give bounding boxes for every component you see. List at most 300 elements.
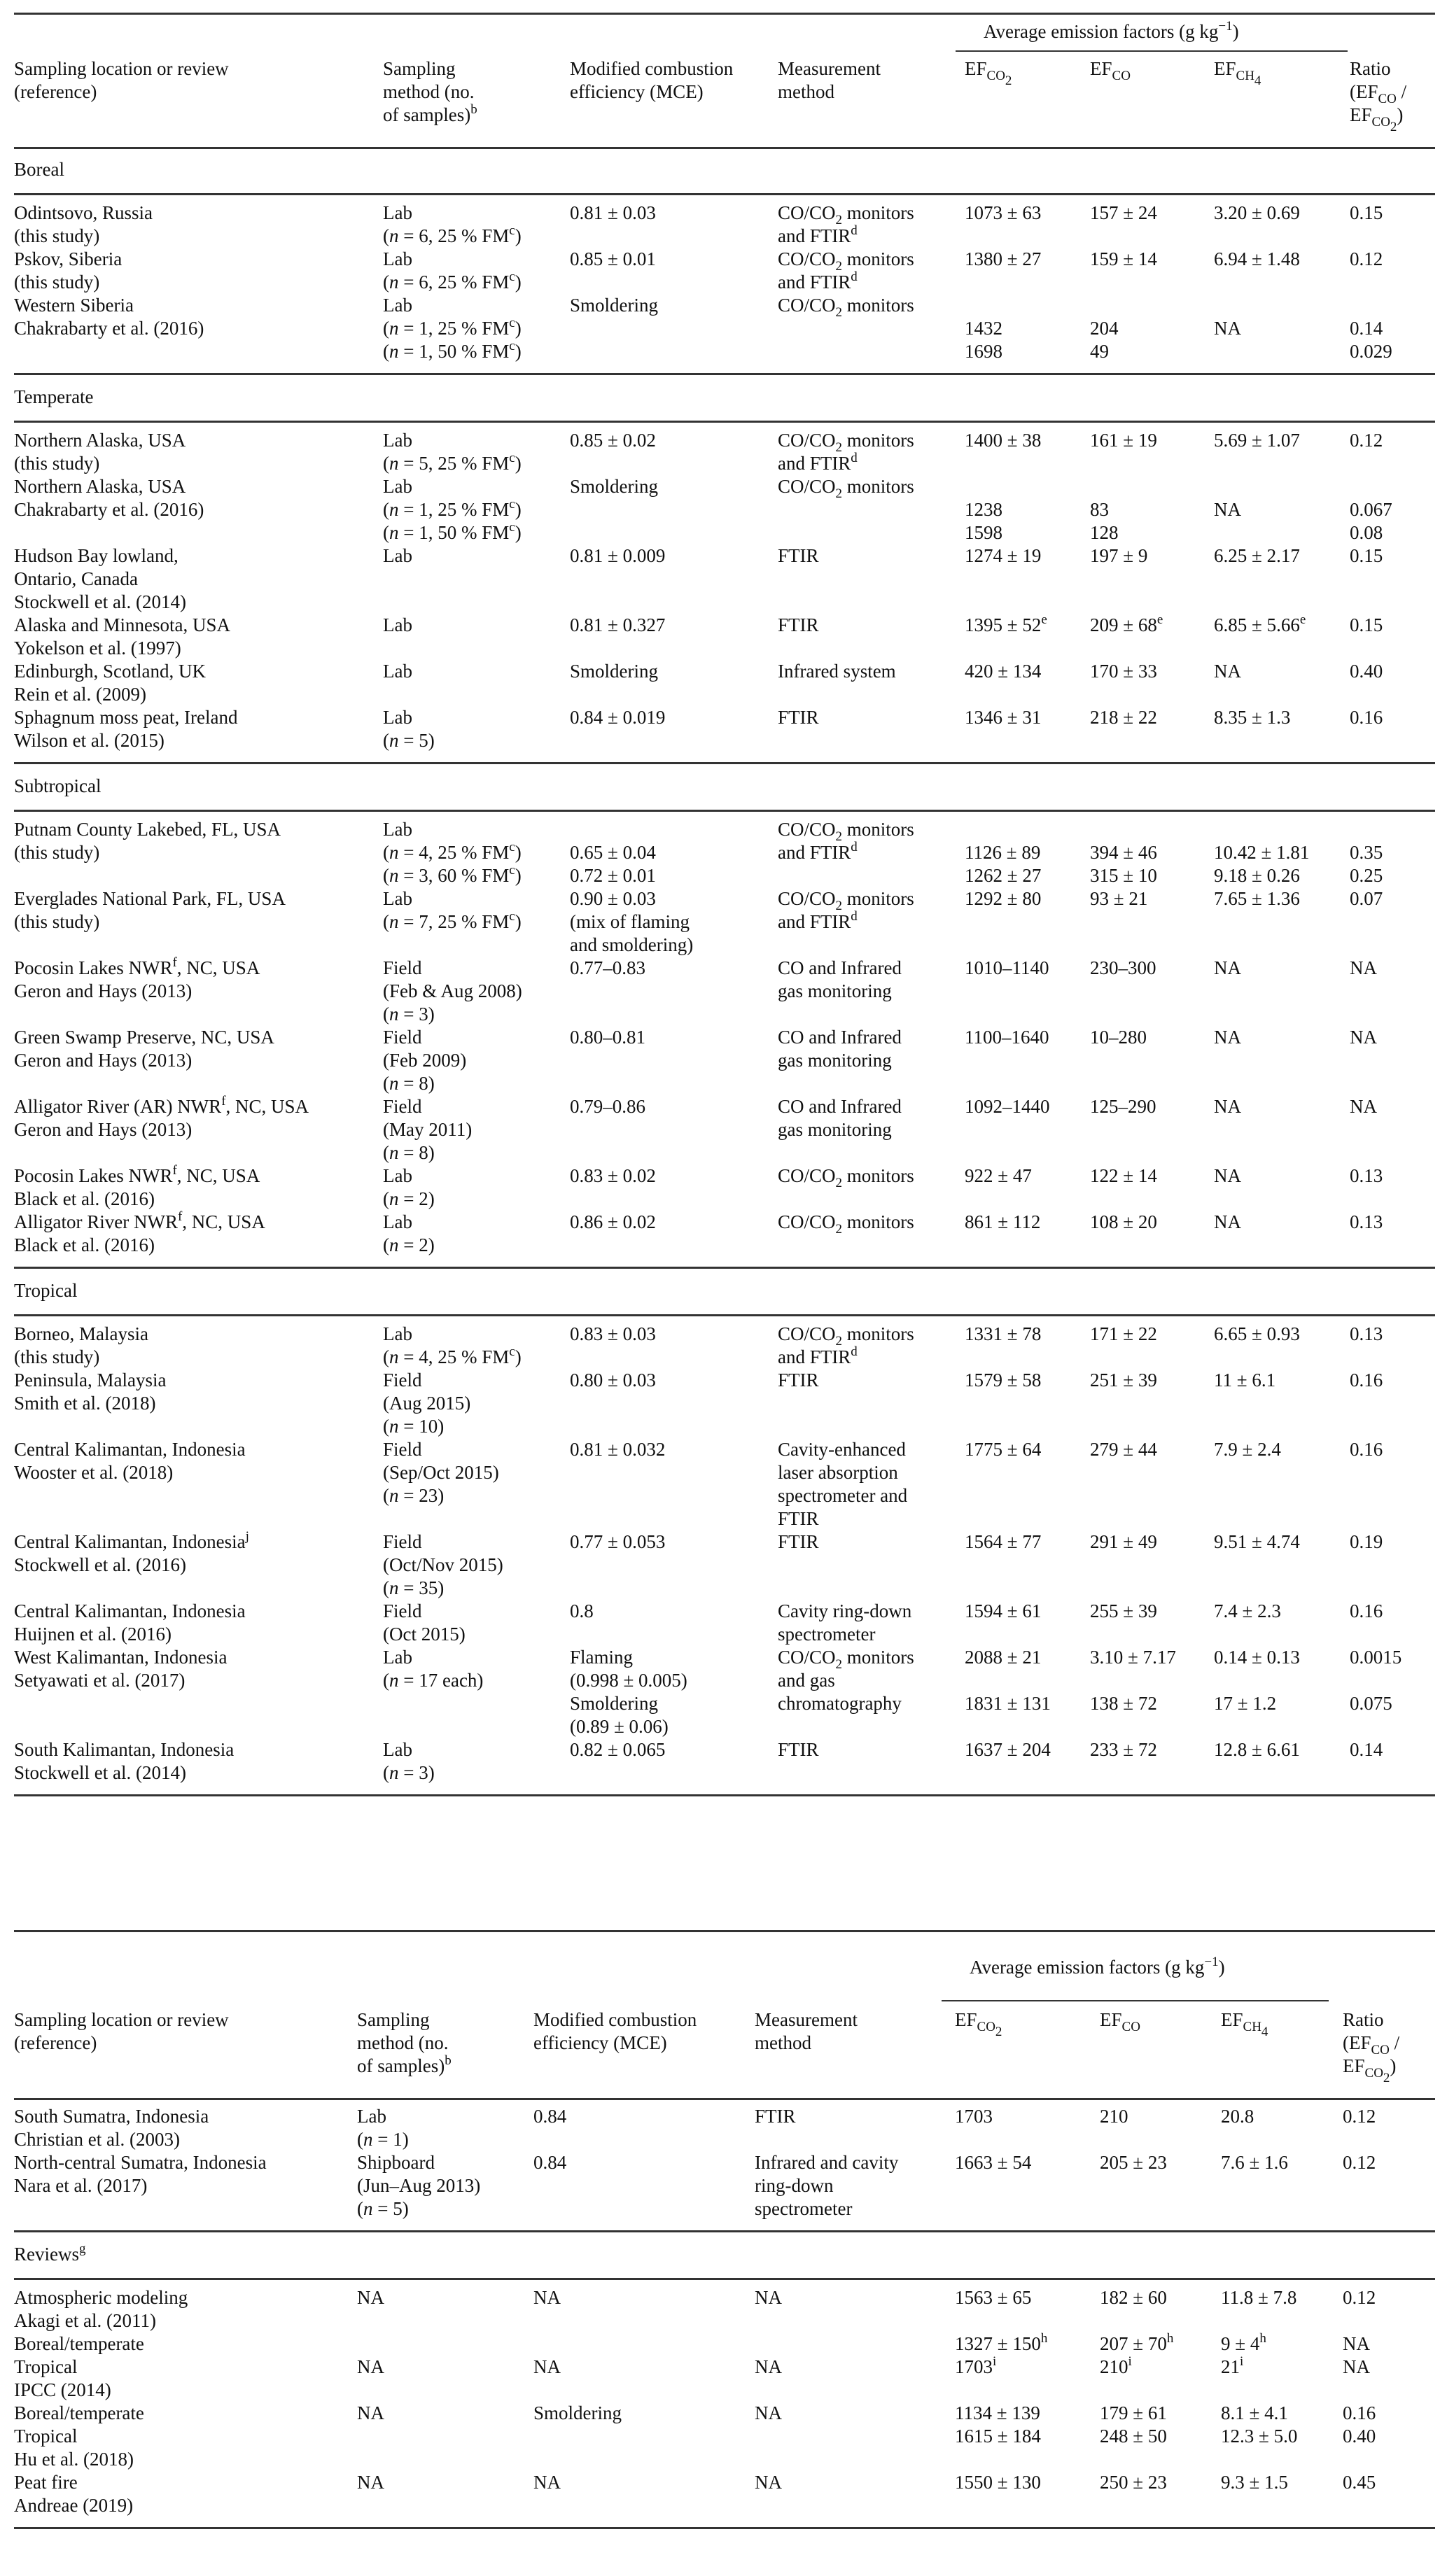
cell-line: Lab: [383, 707, 412, 728]
cell-ef-ch4: [1214, 1438, 1281, 1461]
cell-line: $CO/CO_2$ monitors: [778, 819, 914, 844]
cell-location: [14, 1530, 249, 1577]
column-header-ef-co: [1100, 2008, 1140, 2032]
cell-ef-co: [1090, 202, 1157, 225]
cell-location: [14, 2425, 134, 2471]
table-row: [14, 2151, 1435, 2220]
cell-line: 0.16: [1350, 707, 1383, 728]
cell-line: 0.40: [1350, 661, 1383, 682]
cell-ef-ch4: [1214, 294, 1241, 340]
cell-line: 922 ± 47: [965, 1165, 1032, 1186]
cell-line: NA: [1214, 957, 1241, 978]
cell-line: 1100–1640: [965, 1027, 1049, 1048]
cell-measurement-method: [778, 294, 914, 320]
cell-ef-co: [1090, 1646, 1176, 1715]
cell-line: and FTIR$^d$: [778, 223, 858, 246]
cell-line: (n = 10): [383, 1416, 445, 1437]
cell-location: [14, 2402, 144, 2425]
cell-line: 291 ± 49: [1090, 1531, 1157, 1552]
cell-ef-ch4: [1214, 1026, 1241, 1049]
table-row: [14, 2332, 1435, 2356]
cell-ef-co2: [965, 957, 1049, 980]
cell-ef-co2: [955, 2402, 1040, 2425]
cell-line: Field: [383, 1370, 422, 1391]
cell-line: 6.65 ± 0.93: [1214, 1323, 1300, 1344]
table-row: [14, 957, 1435, 1026]
cell-line: laser absorption: [778, 1462, 898, 1483]
cell-line: NA: [755, 2472, 782, 2493]
cell-mce: [570, 1600, 594, 1623]
cell-line: Peat fire: [14, 2472, 78, 2493]
cell-line: (n = 8): [383, 1073, 435, 1094]
cell-line: NA: [1350, 1096, 1377, 1117]
cell-line: 0.86 ± 0.02: [570, 1211, 656, 1232]
cell-line: Black et al. (2016): [14, 1234, 155, 1255]
table-row: [14, 1211, 1435, 1257]
cell-ef-co2: [965, 1323, 1041, 1346]
cell-line: 20.8: [1221, 2106, 1254, 2127]
cell-line: (n = 6, 25 % $FM^c$): [383, 269, 522, 293]
column-header-line: Sampling location or review: [14, 2009, 229, 2030]
cell-location: [14, 1438, 246, 1484]
cell-line: 861 ± 112: [965, 1211, 1041, 1232]
cell-line: 9.3 ± 1.5: [1221, 2472, 1288, 2493]
cell-line: NA: [1350, 1027, 1377, 1048]
cell-location: [14, 706, 237, 752]
cell-mce: [570, 1438, 665, 1461]
cell-location: [14, 1026, 274, 1072]
cell-line: 1432: [965, 318, 1002, 339]
cell-line: $CO/CO_2$ monitors: [778, 295, 914, 320]
cell-line: Alligator River NWR$^f$, NC, USA: [14, 1209, 265, 1232]
cell-line: NA: [1214, 1165, 1241, 1186]
cell-line: Yokelson et al. (1997): [14, 638, 181, 659]
cell-line: Cavity-enhanced: [778, 1439, 906, 1460]
cell-line: 0.12: [1343, 2287, 1376, 2308]
cell-line: Smoldering: [570, 295, 658, 316]
cell-mce: [570, 1164, 656, 1188]
cell-line: $CO/CO_2$ monitors: [778, 1647, 914, 1672]
cell-line: [570, 818, 656, 841]
cell-line: 1703$^i$: [955, 2354, 997, 2377]
column-header-line: Sampling location or review: [14, 58, 229, 79]
cell-line: 0.81 ± 0.327: [570, 614, 666, 635]
cell-sampling-method: [383, 248, 522, 294]
cell-line: (n = 2): [383, 1234, 435, 1255]
table-row: [14, 2425, 1435, 2471]
section-rule: [14, 762, 1435, 764]
column-header-line: ($EF_{CO}$ /: [1350, 81, 1407, 106]
cell-location: [14, 660, 206, 706]
cell-line: (this study): [14, 1346, 100, 1367]
cell-line: 0.25: [1350, 865, 1383, 886]
cell-line: Nara et al. (2017): [14, 2175, 148, 2196]
table-row: [14, 1164, 1435, 1211]
cell-line: spectrometer: [755, 2198, 853, 2219]
cell-line: 179 ± 61: [1100, 2402, 1167, 2423]
cell-mce: [570, 1369, 656, 1392]
cell-ef-ch4: [1214, 614, 1306, 637]
cell-line: 1274 ± 19: [965, 545, 1042, 566]
cell-ef-co2: [965, 706, 1041, 729]
cell-sampling-method: [357, 2286, 384, 2309]
cell-mce: [570, 248, 656, 271]
cell-ratio: [1350, 1026, 1377, 1049]
cell-line: FTIR: [778, 707, 819, 728]
cell-ef-co: [1090, 1026, 1147, 1049]
cell-line: 122 ± 14: [1090, 1165, 1157, 1186]
cell-measurement-method: [778, 248, 914, 294]
cell-measurement-method: [778, 202, 914, 248]
cell-sampling-method: [383, 1026, 466, 1095]
cell-ef-co: [1090, 1211, 1157, 1234]
column-header-line: $EF_{CO_2}$): [1343, 2055, 1397, 2085]
cell-ef-ch4: [1221, 2151, 1288, 2174]
cell-line: 0.85 ± 0.01: [570, 248, 656, 269]
table-row: [14, 544, 1435, 614]
cell-ratio: [1350, 818, 1383, 887]
cell-ef-co2: [965, 1646, 1051, 1715]
cell-line: 0.07: [1350, 888, 1383, 909]
cell-line: [965, 294, 1002, 317]
cell-line: 0.029: [1350, 341, 1392, 362]
cell-line: (this study): [14, 453, 100, 474]
cell-line: 3.10 ± 7.17: [1090, 1647, 1176, 1668]
cell-ef-co: [1090, 1530, 1157, 1554]
cell-line: Putnam County Lakebed, FL, USA: [14, 819, 281, 840]
cell-ratio: [1350, 957, 1377, 980]
cell-ef-co: [1100, 2105, 1128, 2128]
cell-line: FTIR: [778, 1508, 819, 1529]
cell-measurement-method: [755, 2151, 898, 2220]
cell-mce: [570, 202, 656, 225]
cell-sampling-method: [357, 2356, 384, 2379]
cell-location: [14, 1600, 246, 1646]
cell-line: 2088 ± 21: [965, 1647, 1042, 1668]
cell-line: Peninsula, Malaysia: [14, 1370, 167, 1391]
section-rule: [14, 373, 1435, 375]
cell-location: [14, 957, 260, 1003]
cell-line: Pocosin Lakes NWR$^f$, NC, USA: [14, 955, 260, 978]
cell-line: $CO/CO_2$ monitors: [778, 888, 914, 913]
cell-line: [965, 818, 1041, 841]
cell-location: [14, 818, 281, 864]
cell-line: (n = 23): [383, 1485, 445, 1506]
cell-line: (Jun–Aug 2013): [357, 2175, 481, 2196]
column-header-line: $EF_{CH_4}$: [1214, 58, 1261, 88]
cell-sampling-method: [383, 202, 522, 248]
column-header-line: method: [755, 2032, 811, 2053]
cell-line: Lab: [383, 1211, 412, 1232]
cell-ef-co: [1090, 1738, 1157, 1761]
cell-line: 11.8 ± 7.8: [1221, 2287, 1297, 2308]
cell-line: Boreal/temperate: [14, 2402, 144, 2423]
cell-ef-ch4: [1221, 2356, 1243, 2379]
cell-ef-co2: [965, 475, 1002, 544]
table-row: [14, 475, 1435, 544]
cell-ratio: [1350, 1600, 1383, 1623]
cell-line: NA: [357, 2356, 384, 2377]
column-header-line: Modified combustion: [570, 58, 734, 79]
cell-measurement-method: [778, 1438, 907, 1530]
cell-line: [1090, 818, 1157, 841]
table-row: [14, 1026, 1435, 1095]
cell-ef-ch4: [1214, 1095, 1241, 1118]
cell-line: (0.89 ± 0.06): [570, 1716, 669, 1737]
table-row: [14, 1530, 1435, 1600]
cell-line: $CO/CO_2$ monitors: [778, 248, 914, 274]
cell-location: [14, 1646, 228, 1692]
cell-line: 255 ± 39: [1090, 1600, 1157, 1621]
cell-line: Central Kalimantan, Indonesia: [14, 1439, 246, 1460]
column-header-location: [14, 57, 229, 104]
cell-line: 1380 ± 27: [965, 248, 1042, 269]
cell-line: Tropical: [14, 2356, 78, 2377]
cell-line: Stockwell et al. (2014): [14, 1762, 186, 1783]
cell-measurement-method: [778, 429, 914, 475]
table-row: [14, 2356, 1435, 2402]
cell-mce: [533, 2356, 561, 2379]
column-header-ef-co: [1090, 57, 1131, 83]
cell-line: [965, 1669, 1051, 1692]
cell-line: South Sumatra, Indonesia: [14, 2106, 209, 2127]
cell-line: gas monitoring: [778, 1050, 892, 1071]
cell-mce: [570, 887, 693, 957]
cell-mce: [570, 1530, 665, 1554]
cell-line: 0.13: [1350, 1211, 1383, 1232]
cell-location: [14, 1369, 166, 1415]
cell-line: FTIR: [778, 1370, 819, 1391]
cell-line: (May 2011): [383, 1119, 473, 1140]
cell-sampling-method: [383, 294, 522, 363]
header-bottom-rule: [14, 2098, 1435, 2100]
cell-line: NA: [1214, 1211, 1241, 1232]
cell-ef-ch4: [1214, 202, 1300, 225]
cell-line: $CO/CO_2$ monitors: [778, 1323, 914, 1349]
cell-line: Geron and Hays (2013): [14, 1119, 193, 1140]
cell-line: $CO/CO_2$ monitors: [778, 1165, 914, 1190]
cell-measurement-method: [778, 706, 819, 729]
cell-sampling-method: [383, 1369, 470, 1438]
cell-line: 230–300: [1090, 957, 1156, 978]
cell-line: Christian et al. (2003): [14, 2129, 180, 2150]
cell-line: 0.16: [1350, 1600, 1383, 1621]
cell-sampling-method: [383, 818, 522, 887]
cell-sampling-method: [357, 2105, 409, 2151]
cell-line: 7.9 ± 2.4: [1214, 1439, 1281, 1460]
cell-ef-ch4: [1214, 660, 1241, 683]
cell-ratio: [1350, 660, 1383, 683]
section-rule: [14, 1267, 1435, 1269]
cell-line: 0.90 ± 0.03: [570, 888, 656, 909]
cell-ratio: [1350, 294, 1392, 363]
cell-line: spectrometer: [778, 1624, 876, 1645]
cell-line: 0.08: [1350, 522, 1383, 543]
cell-ef-ch4: [1221, 2332, 1266, 2356]
cell-ef-co: [1090, 614, 1163, 637]
cell-location: [14, 1095, 309, 1141]
table-row: [14, 248, 1435, 294]
cell-ef-co: [1100, 2425, 1167, 2448]
cell-line: Hudson Bay lowland,: [14, 545, 179, 566]
cell-line: (Feb & Aug 2008): [383, 980, 522, 1001]
cell-line: West Kalimantan, Indonesia: [14, 1647, 228, 1668]
cell-line: (0.998 ± 0.005): [570, 1670, 687, 1691]
column-header-ef-ch4: [1214, 57, 1261, 88]
cell-line: 251 ± 39: [1090, 1370, 1157, 1391]
cell-line: Lab: [357, 2106, 386, 2127]
cell-line: (n = 5): [383, 730, 435, 751]
cell-ratio: [1350, 1164, 1383, 1188]
cell-line: [1090, 294, 1119, 317]
cell-line: NA: [1343, 2333, 1370, 2354]
cell-measurement-method: [778, 1600, 911, 1646]
cell-ef-ch4: [1214, 1164, 1241, 1188]
cell-line: $209 \pm 68^e$: [1090, 612, 1163, 635]
cell-line: FTIR: [778, 614, 819, 635]
cell-line: 0.15: [1350, 202, 1383, 223]
cell-measurement-method: [778, 1323, 914, 1369]
cell-measurement-method: [778, 1095, 902, 1141]
cell-line: Rein et al. (2009): [14, 684, 146, 705]
cell-line: 0.77 ± 0.053: [570, 1531, 666, 1552]
cell-ratio: [1343, 2471, 1376, 2494]
cell-line: 93 ± 21: [1090, 888, 1148, 909]
cell-ef-co2: [965, 887, 1041, 910]
cell-line: Lab: [383, 248, 412, 269]
cell-line: 1262 ± 27: [965, 865, 1042, 886]
cell-ef-co: [1100, 2471, 1167, 2494]
cell-line: North-central Sumatra, Indonesia: [14, 2152, 267, 2173]
cell-measurement-method: [778, 1646, 914, 1715]
cell-ef-co2: [955, 2425, 1041, 2448]
column-header-ratio: [1350, 57, 1407, 134]
column-header-line: Measurement: [778, 58, 881, 79]
cell-line: 182 ± 60: [1100, 2287, 1167, 2308]
cell-ef-co: [1090, 1369, 1157, 1392]
cell-location: [14, 294, 204, 340]
cell-line: 0.45: [1343, 2472, 1376, 2493]
cell-measurement-method: [778, 1211, 914, 1237]
cell-line: Flaming: [570, 1647, 634, 1668]
table-row: [14, 2402, 1435, 2425]
cell-line: [1214, 818, 1309, 841]
cell-line: NA: [1343, 2356, 1370, 2377]
table-top-rule: [14, 1930, 1435, 1932]
cell-ef-ch4: [1221, 2471, 1288, 2494]
cell-line: (this study): [14, 911, 100, 932]
table-row: [14, 2471, 1435, 2517]
cell-line: 125–290: [1090, 1096, 1156, 1117]
cell-line: 6.25 ± 2.17: [1214, 545, 1300, 566]
cell-line: 17 ± 1.2: [1214, 1693, 1277, 1714]
cell-line: NA: [755, 2402, 782, 2423]
column-header-line: efficiency (MCE): [533, 2032, 667, 2053]
cell-line: Lab: [383, 545, 412, 566]
cell-ratio: [1343, 2402, 1376, 2425]
cell-line: 1775 ± 64: [965, 1439, 1042, 1460]
cell-line: NA: [1214, 318, 1241, 339]
cell-location: [14, 1164, 260, 1211]
cell-ef-co2: [965, 818, 1041, 887]
table-row: [14, 1738, 1435, 1785]
cell-line: 0.16: [1343, 2402, 1376, 2423]
cell-line: 0.81 ± 0.009: [570, 545, 666, 566]
table-row: [14, 887, 1435, 957]
cell-sampling-method: [383, 1323, 522, 1369]
cell-ef-co: [1090, 706, 1157, 729]
column-header-line: Ratio: [1343, 2009, 1384, 2030]
cell-line: [1350, 1669, 1401, 1692]
cell-line: NA: [357, 2472, 384, 2493]
cell-mce: [570, 429, 656, 452]
cell-line: $207 \pm 70^h$: [1100, 2331, 1174, 2354]
cell-line: NA: [755, 2287, 782, 2308]
cell-ratio: [1350, 202, 1383, 225]
column-header-line: efficiency (MCE): [570, 81, 704, 102]
cell-line: Wilson et al. (2015): [14, 730, 165, 751]
cell-line: Huijnen et al. (2016): [14, 1624, 172, 1645]
cell-line: [1090, 475, 1119, 498]
column-header-measurement-method: [778, 57, 881, 104]
cell-ef-co: [1090, 1438, 1157, 1461]
cell-line: 0.12: [1350, 430, 1383, 451]
cell-line: 420 ± 134: [965, 661, 1042, 682]
column-header-line: of samples)$^b$: [357, 2053, 452, 2076]
cell-line: 159 ± 14: [1090, 248, 1157, 269]
cell-ef-co2: [965, 1164, 1032, 1188]
cell-line: [965, 475, 1002, 498]
cell-line: CO and Infrared: [778, 1096, 902, 1117]
cell-ef-co: [1090, 248, 1157, 271]
cell-line: Central Kalimantan, Indonesia: [14, 1600, 246, 1621]
cell-line: and FTIR$^d$: [778, 451, 858, 474]
cell-line: 3.20 ± 0.69: [1214, 202, 1300, 223]
cell-line: Lab: [383, 202, 412, 223]
cell-line: (n = 1): [357, 2129, 409, 2150]
cell-line: FTIR: [778, 545, 819, 566]
cell-line: (n = 4, 25 % $FM^c$): [383, 840, 522, 863]
cell-line: South Kalimantan, Indonesia: [14, 1739, 235, 1760]
cell-line: 161 ± 19: [1090, 430, 1157, 451]
cell-ef-ch4: [1214, 957, 1241, 980]
cell-line: 1703: [955, 2106, 993, 2127]
section-title: Boreal: [14, 159, 64, 180]
cell-mce: [570, 1738, 665, 1761]
column-header-mce: [533, 2008, 697, 2055]
cell-location: [14, 1738, 234, 1785]
cell-line: Lab: [383, 1323, 412, 1344]
cell-line: (this study): [14, 272, 100, 293]
cell-line: Northern Alaska, USA: [14, 430, 186, 451]
cell-line: Infrared system: [778, 661, 896, 682]
cell-line: 7.6 ± 1.6: [1221, 2152, 1288, 2173]
cell-line: 0.13: [1350, 1165, 1383, 1186]
cell-line: 315 ± 10: [1090, 865, 1157, 886]
cell-sampling-method: [383, 1164, 435, 1211]
cell-sampling-method: [383, 887, 522, 934]
column-header-line: method: [778, 81, 834, 102]
cell-measurement-method: [778, 887, 914, 934]
cell-line: Lab: [383, 888, 412, 909]
cell-line: (n = 1, 25 % $FM^c$): [383, 497, 522, 520]
section-rule: [14, 421, 1435, 423]
table-top-rule: [14, 13, 1435, 15]
cell-mce: [570, 1095, 645, 1118]
cell-line: 1615 ± 184: [955, 2426, 1041, 2447]
cell-line: 0.84: [533, 2152, 567, 2173]
column-header-line: $EF_{CO_2}$): [1350, 104, 1404, 134]
